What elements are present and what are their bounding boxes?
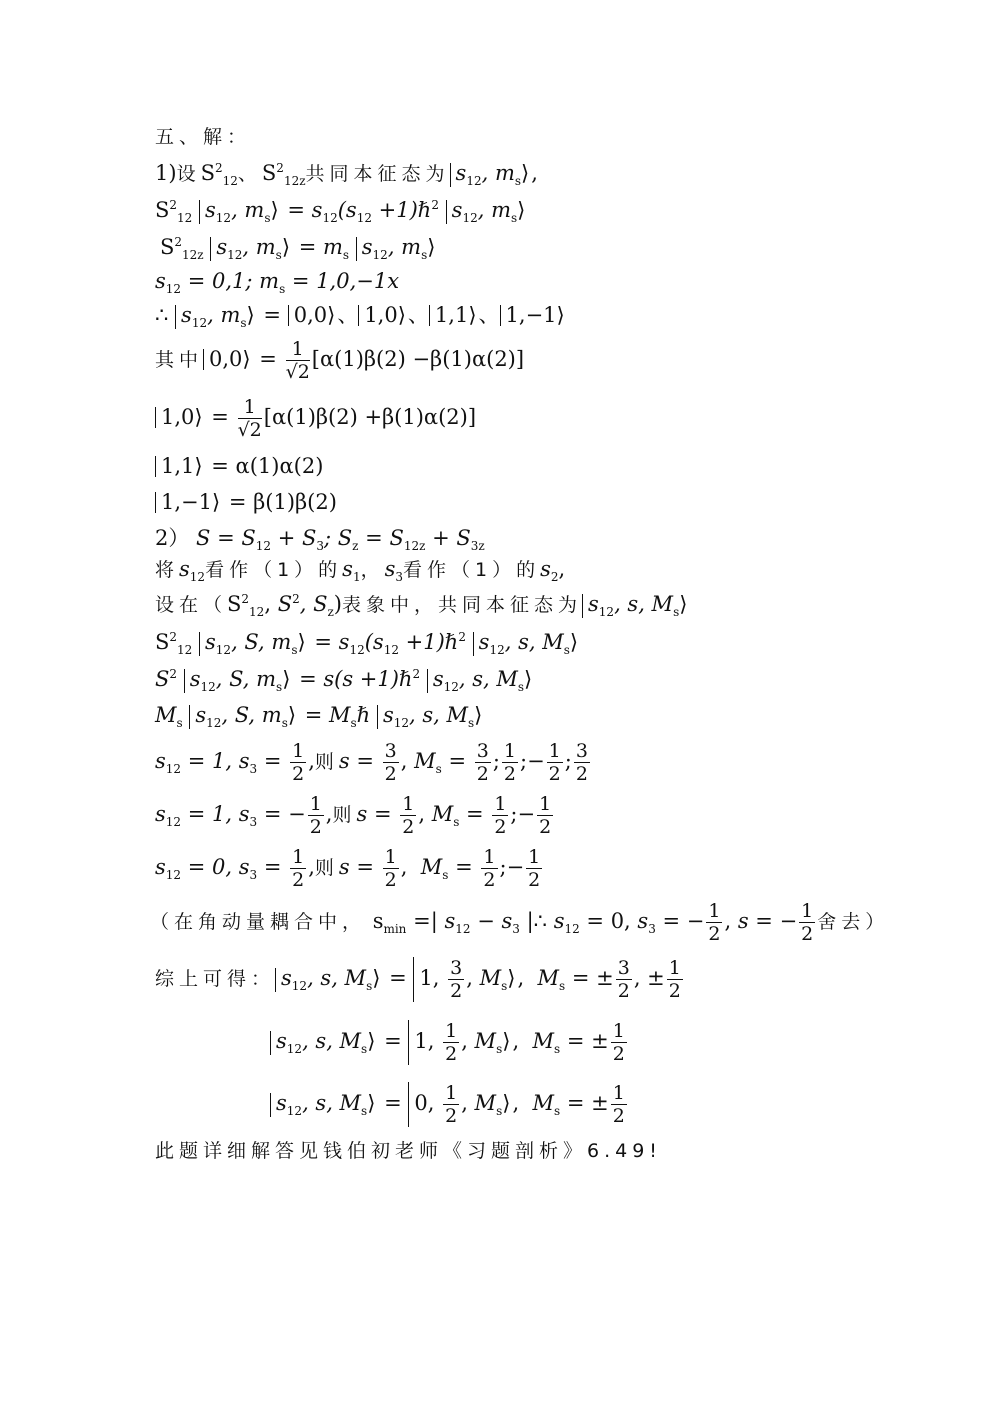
state-00: 其中 0,0 ⟩ = $\frac{1}{√2}$ [α(1)β(2) −β(1)α(2)] <box>155 338 524 383</box>
state-10: 1,0 ⟩ = $\frac{1}{√2}$ [α(1)β(2) +β(1)α(2)] <box>155 396 476 441</box>
case-2: $s_{12} = 1$, $s_3$ = − $\frac{1}{2}$ ,则s = $\frac{1}{2}$ , $M_s$ = $\frac{1}{2}$ ;− $\frac{1}{2}$ <box>155 793 552 838</box>
view-as: 将$s_{12}$看作（1）的$s_1$，$s_3$看作（1）的$s_2$, <box>155 557 566 585</box>
case-1: $s_{12} = 1$, $s_3$ = $\frac{1}{2}$ ,则s = $\frac{3}{2}$ , $M_s$ = $\frac{3}{2}$ ; $\frac{1}{2}$ ;− $\frac{1}{2}$ ; $\frac{3}{2}$ <box>155 740 588 785</box>
case-3: $s_{12} = 0$, $s_3$ = $\frac{1}{2}$ ,则s = $\frac{1}{2}$ , $M_s$ = $\frac{1}{2}$ ;− $\frac{1}{2}$ <box>155 846 541 891</box>
representation: 设在（$S^2_{12}$, $S^2$, $S_z$)表象中，共同本征态为 $s_{12}$, s, $M_s$ ⟩ <box>155 593 689 618</box>
result-3: $s_{12}$, s, $M_s$ ⟩ = 0, $\frac{1}{2}$ , $M_s$ ⟩ , $M_s$ = ± $\frac{1}{2}$ <box>270 1082 629 1127</box>
result-1: 综上可得： $s_{12}$, s, $M_s$ ⟩ = 1, $\frac{3}{2}$ , $M_s$ ⟩ , $M_s$ = ± $\frac{3}{2}$ , ± $\frac{1}{2}$ <box>155 957 685 1002</box>
eq-part2-2: $S^2$ $s_{12}$, S, $m_s$ ⟩ = s(s +1)ℏ$^2$ $s_{12}$, s, $M_s$ ⟩ <box>155 668 534 693</box>
coupling-note: （在角动量耦合中， $s_{min}$ =| $s_{12} - s_3$ |∴ $s_{12} = 0$, $s_3$ = − $\frac{1}{2}$ , s = − $\frac{1}{2}$ 舍去） <box>150 900 890 945</box>
state-1-minus-1: 1,−1 ⟩ = β(1)β(2) <box>155 492 337 513</box>
spin-sum: 2） $S = S_{12} + S_3$; $S_z = S_{12z} + S_{3z}$ <box>155 526 485 554</box>
part1-intro: 1)设$S^2_{12}$、$S^2_{12z}$共同本征态为 $s_{12}$, $m_s$ ⟩ , <box>155 162 538 187</box>
result-2: $s_{12}$, s, $M_s$ ⟩ = 1, $\frac{1}{2}$ , $M_s$ ⟩ , $M_s$ = ± $\frac{1}{2}$ <box>270 1020 629 1065</box>
eq-part2-1: $S^2_{12}$ $s_{12}$, S, $m_s$ ⟩ = $s_{12}(s_{12}$ +1)ℏ$^2$ $s_{12}$, s, $M_s$ ⟩ <box>155 631 580 656</box>
eq-s12z: $S^2_{12z}$ $s_{12}$, $m_s$ ⟩ = $m_s$ $s_{12}$, $m_s$ ⟩ <box>160 236 437 261</box>
reference-note: 此题详细解答见钱伯初老师《习题剖析》6.49! <box>155 1140 662 1162</box>
state-list: ∴ $s_{12}$, $m_s$ ⟩ = 0,0 ⟩ 、 1,0 ⟩ 、 1,1 ⟩ 、 1,−1 ⟩ <box>155 305 567 329</box>
eq-part2-3: $M_s$ $s_{12}$, S, $m_s$ ⟩ = $M_s\hbar$ $s_{12}$, s, $M_s$ ⟩ <box>155 705 484 729</box>
eq-s12-squared: $S^2_{12}$ $s_{12}$, $m_s$ ⟩ = $s_{12}(s_{12}$ +1)ℏ$^2$ $s_{12}$, $m_s$ ⟩ <box>155 199 527 224</box>
state-11: 1,1 ⟩ = α(1)α(2) <box>155 456 323 477</box>
page-title: 五、解： <box>155 126 252 148</box>
quantum-values: $s_{12} = 0,1$; $m_s = 1,0,-1x$ <box>155 269 400 297</box>
